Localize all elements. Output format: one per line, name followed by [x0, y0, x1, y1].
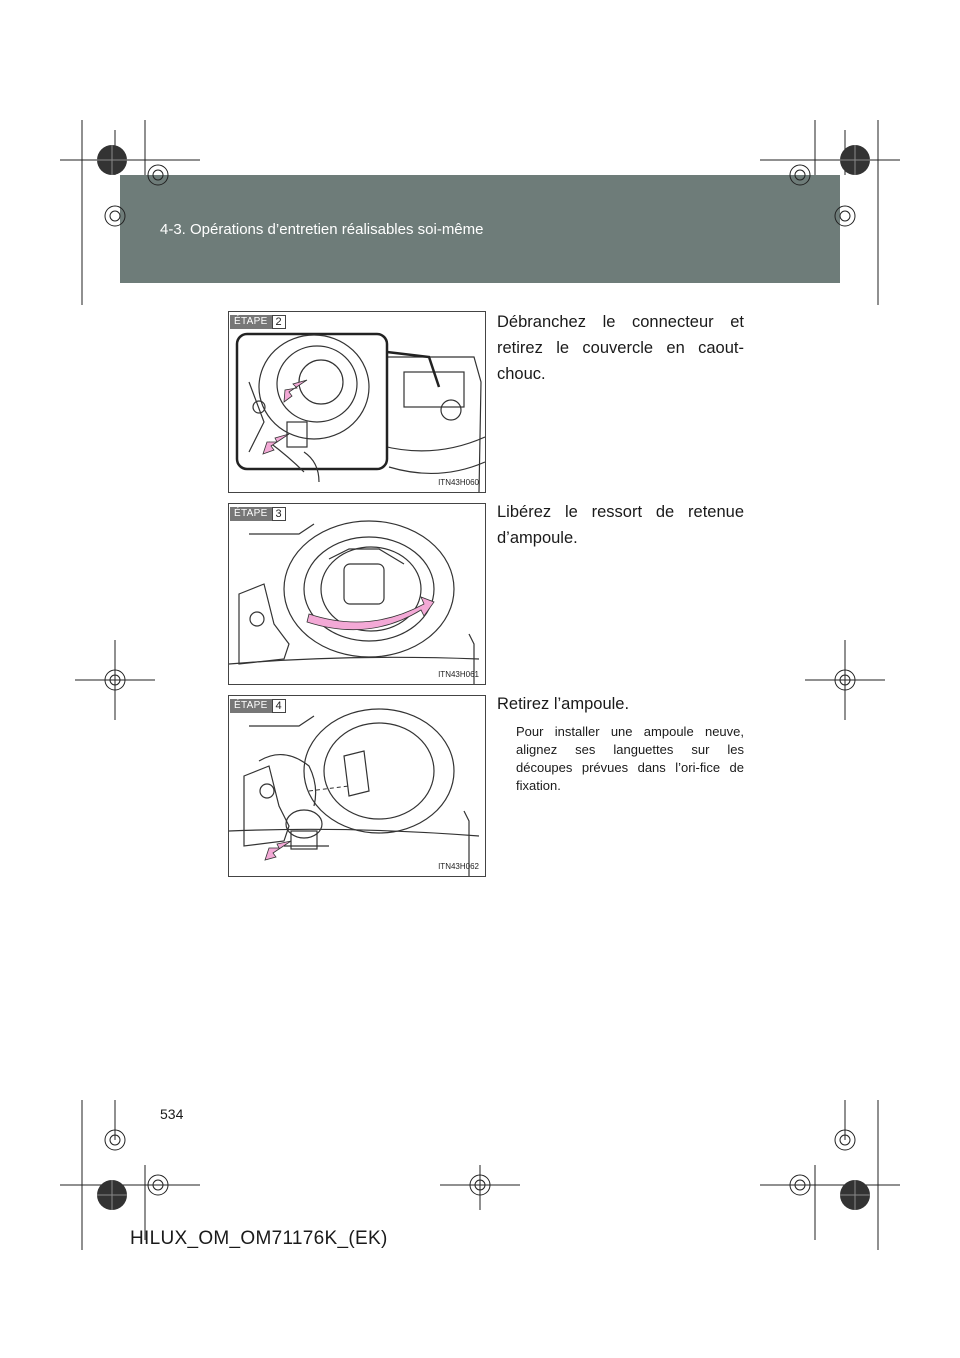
figure-code: ITN43H061 — [438, 670, 479, 679]
figure-code: ITN43H060 — [438, 478, 479, 487]
bulb-spring-illustration — [229, 504, 485, 684]
step-number: 3 — [272, 507, 286, 521]
step-4-figure — [228, 695, 486, 877]
step-2-tag — [230, 315, 286, 329]
step-2-instruction: Débranchez le connecteur et retirez le couvercle en caout-chouc. — [497, 313, 744, 383]
step-4-instruction: Retirez l’ampoule. — [497, 695, 630, 713]
step-4-note: Pour installer une ampoule neuve, alignez ses languettes sur les découpes prévues dans l’ori-fice de fixation. — [516, 724, 744, 793]
step-label: ÉTAPE — [230, 699, 272, 713]
step-label: ÉTAPE — [230, 507, 272, 521]
step-3-tag — [230, 507, 286, 521]
section-title: 4-3. Opérations d’entretien réalisables soi-même — [160, 221, 484, 238]
step-number: 4 — [272, 699, 286, 713]
step-3-instruction: Libérez le ressort de retenue d’ampoule. — [497, 503, 744, 547]
headlight-connector-illustration — [229, 312, 485, 492]
step-label: ÉTAPE — [230, 315, 272, 329]
figure-code: ITN43H062 — [438, 862, 479, 871]
bulb-removal-illustration — [229, 696, 485, 876]
step-2-figure — [228, 311, 486, 493]
footer-code: HILUX_OM_OM71176K_(EK) — [130, 1228, 388, 1249]
step-number: 2 — [272, 315, 286, 329]
page-number: 534 — [160, 1106, 184, 1122]
step-4-tag — [230, 699, 286, 713]
step-3-figure — [228, 503, 486, 685]
book-info-line: HILUX_OM_OM71176K_(EK).book Page 534 Wednesday, May 16, 2012 2:32 PM — [180, 166, 623, 177]
